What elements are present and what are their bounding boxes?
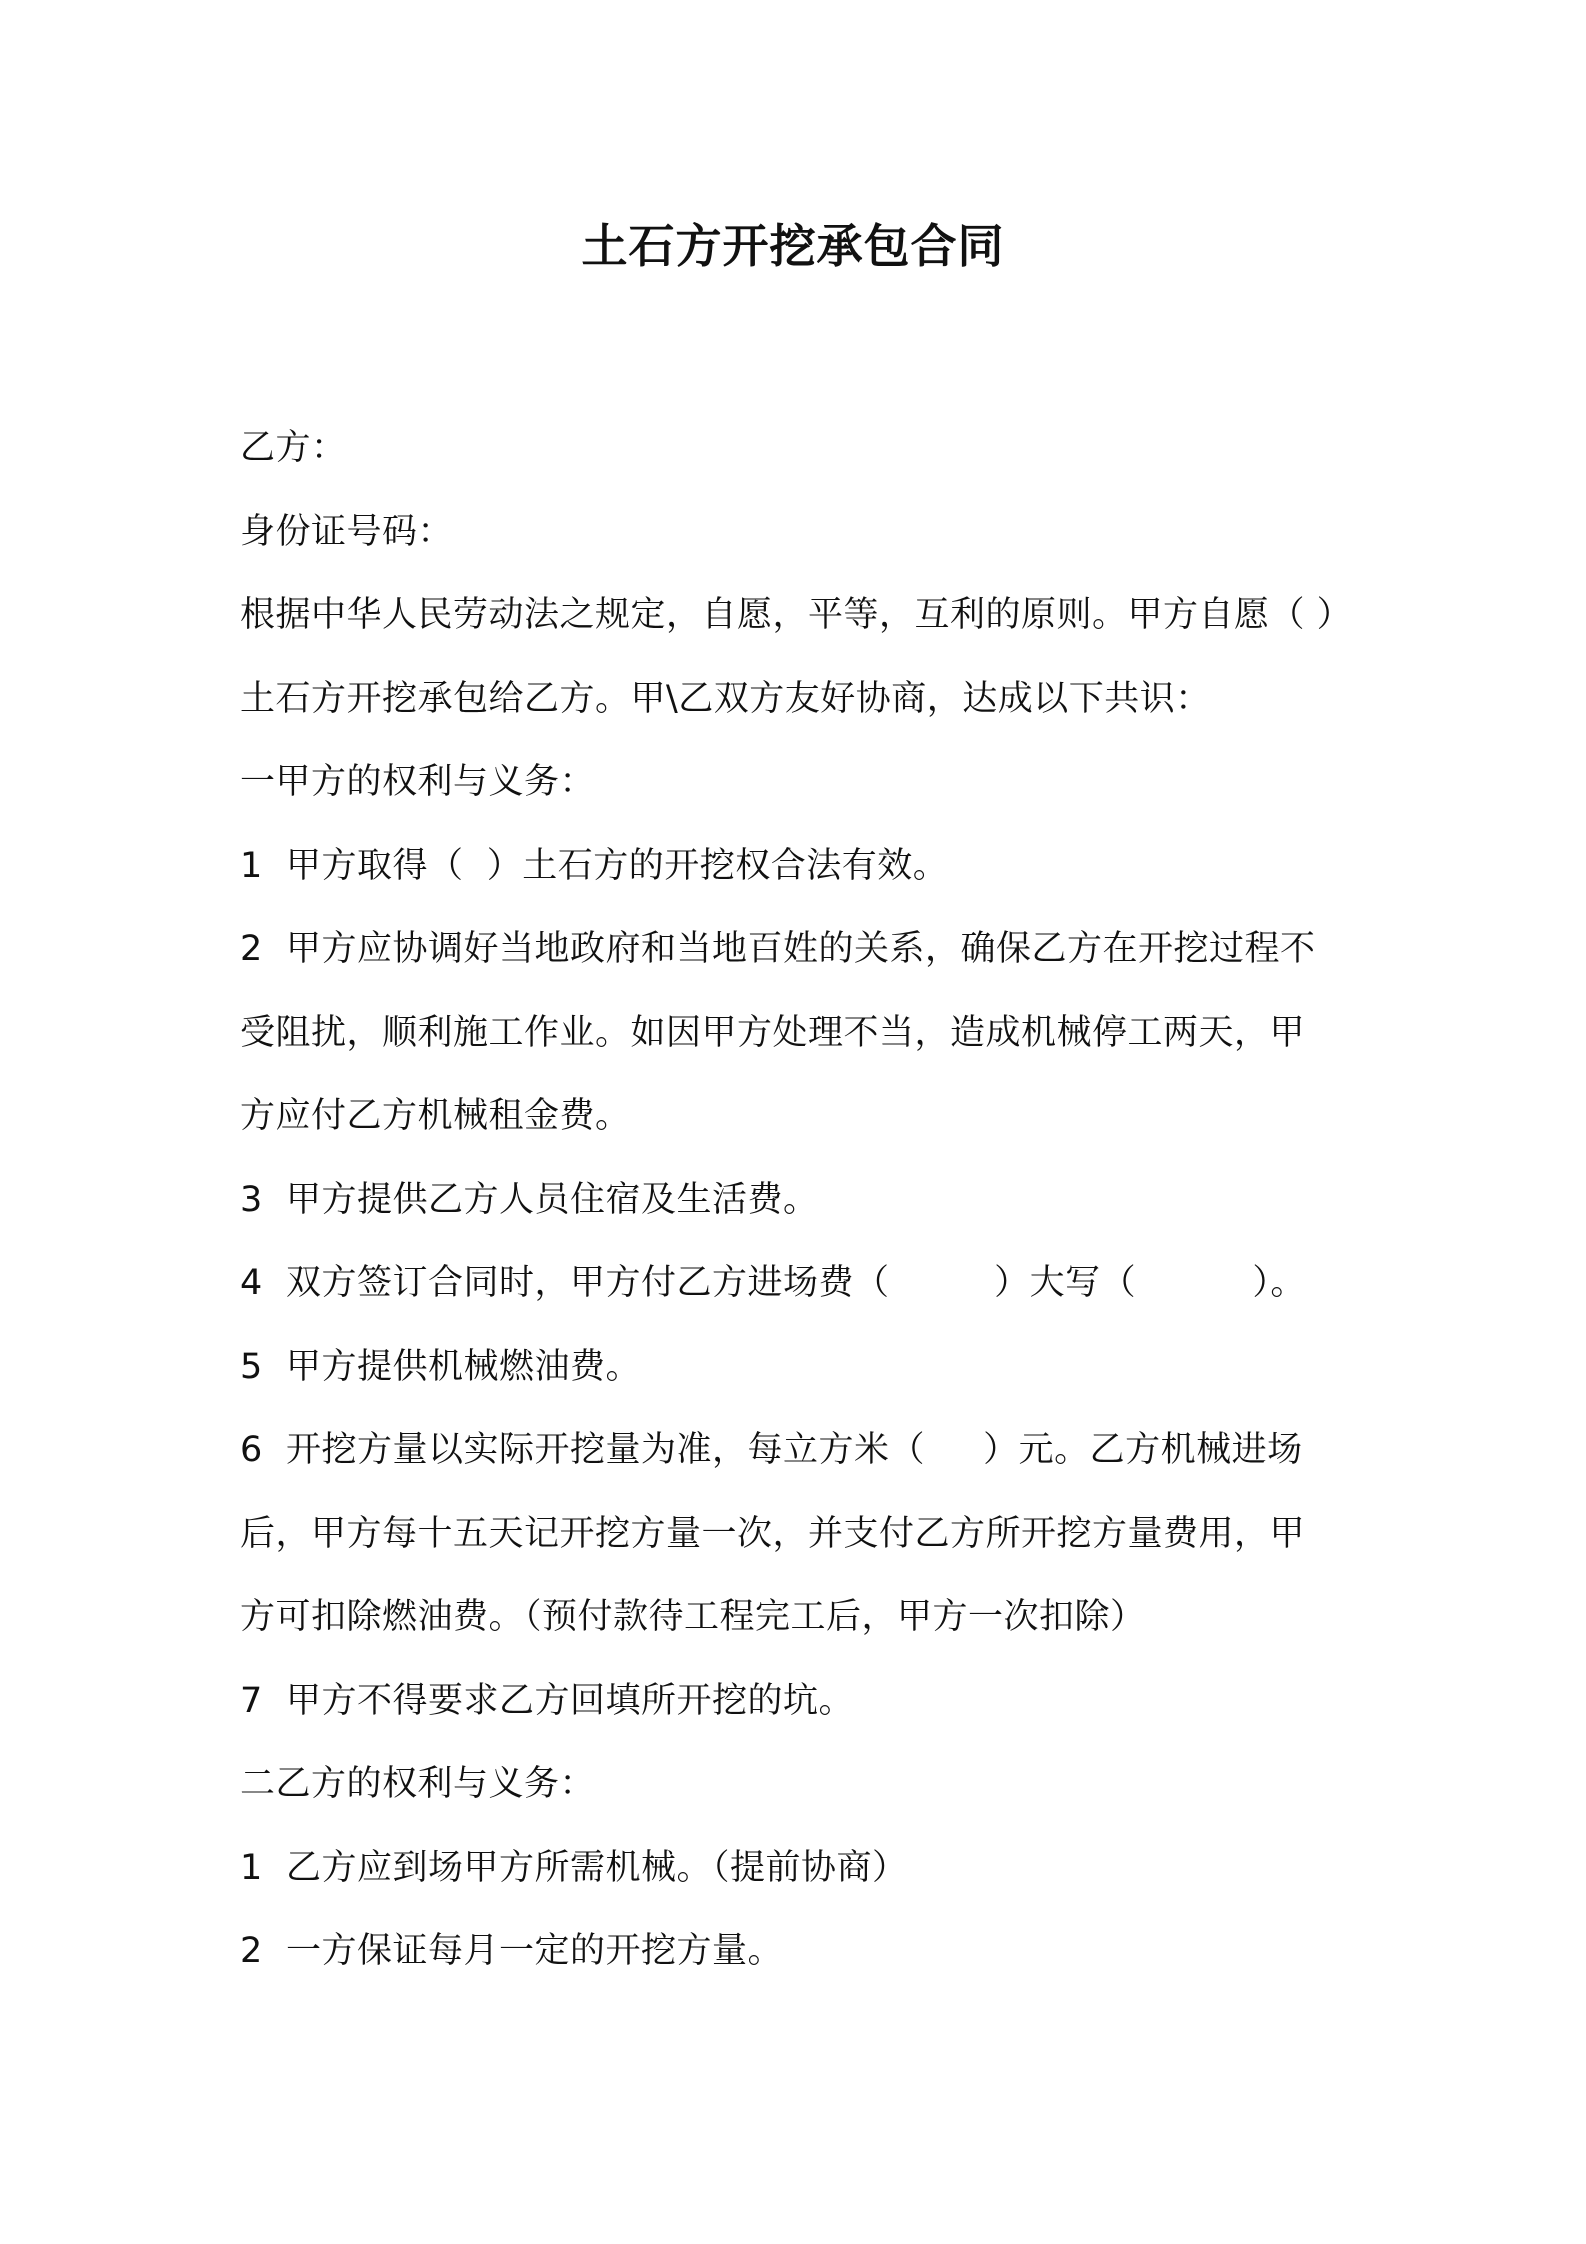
clause-a3: 3 甲方提供乙方人员住宿及生活费。 (240, 1179, 819, 1220)
clause-b2: 2 一方保证每月一定的开挖方量。 (240, 1931, 784, 1971)
clause-a5: 5 甲方提供机械燃油费。 (240, 1346, 642, 1387)
id-number-line: 身份证号码： (240, 511, 454, 552)
section-heading-party-a: 一甲方的权利与义务： (240, 762, 596, 802)
clause-a4: 4 双方签订合同时，甲方付乙方进场费（ ）大写（ ）。 (240, 1263, 1306, 1303)
document-body (240, 407, 1360, 1994)
clause-a2-line-3: 方应付乙方机械租金费。 (240, 1096, 631, 1136)
clause-a2-line-2: 受阻扰，顺利施工作业。如因甲方处理不当，造成机械停工两天，甲 (240, 1012, 1306, 1053)
party-b-line: 乙方： (240, 428, 347, 468)
section-heading-party-b: 二乙方的权利与义务： (240, 1764, 596, 1804)
clause-a1: 1 甲方取得（ ）土石方的开挖权合法有效。 (240, 845, 949, 886)
document-title: 土石方开挖承包合同 (581, 219, 1005, 273)
clause-a2-line-1: 2 甲方应协调好当地政府和当地百姓的关系，确保乙方在开挖过程不 (240, 929, 1316, 969)
clause-a6-line-1: 6 开挖方量以实际开挖量为准，每立方米（ ）元。乙方机械进场 (240, 1430, 1303, 1470)
clause-b1: 1 乙方应到场甲方所需机械。（提前协商） (240, 1847, 908, 1888)
preamble-line-1: 根据中华人民劳动法之规定，自愿，平等，互利的原则。甲方自愿（ ） (240, 595, 1353, 635)
clause-a6-line-2: 后，甲方每十五天记开挖方量一次，并支付乙方所开挖方量费用，甲 (240, 1513, 1306, 1554)
preamble-line-2: 土石方开挖承包给乙方。甲\乙双方友好协商，达成以下共识： (240, 678, 1211, 719)
clause-a7: 7 甲方不得要求乙方回填所开挖的坑。 (240, 1680, 855, 1721)
clause-a6-line-3: 方可扣除燃油费。（预付款待工程完工后，甲方一次扣除） (240, 1597, 1146, 1637)
